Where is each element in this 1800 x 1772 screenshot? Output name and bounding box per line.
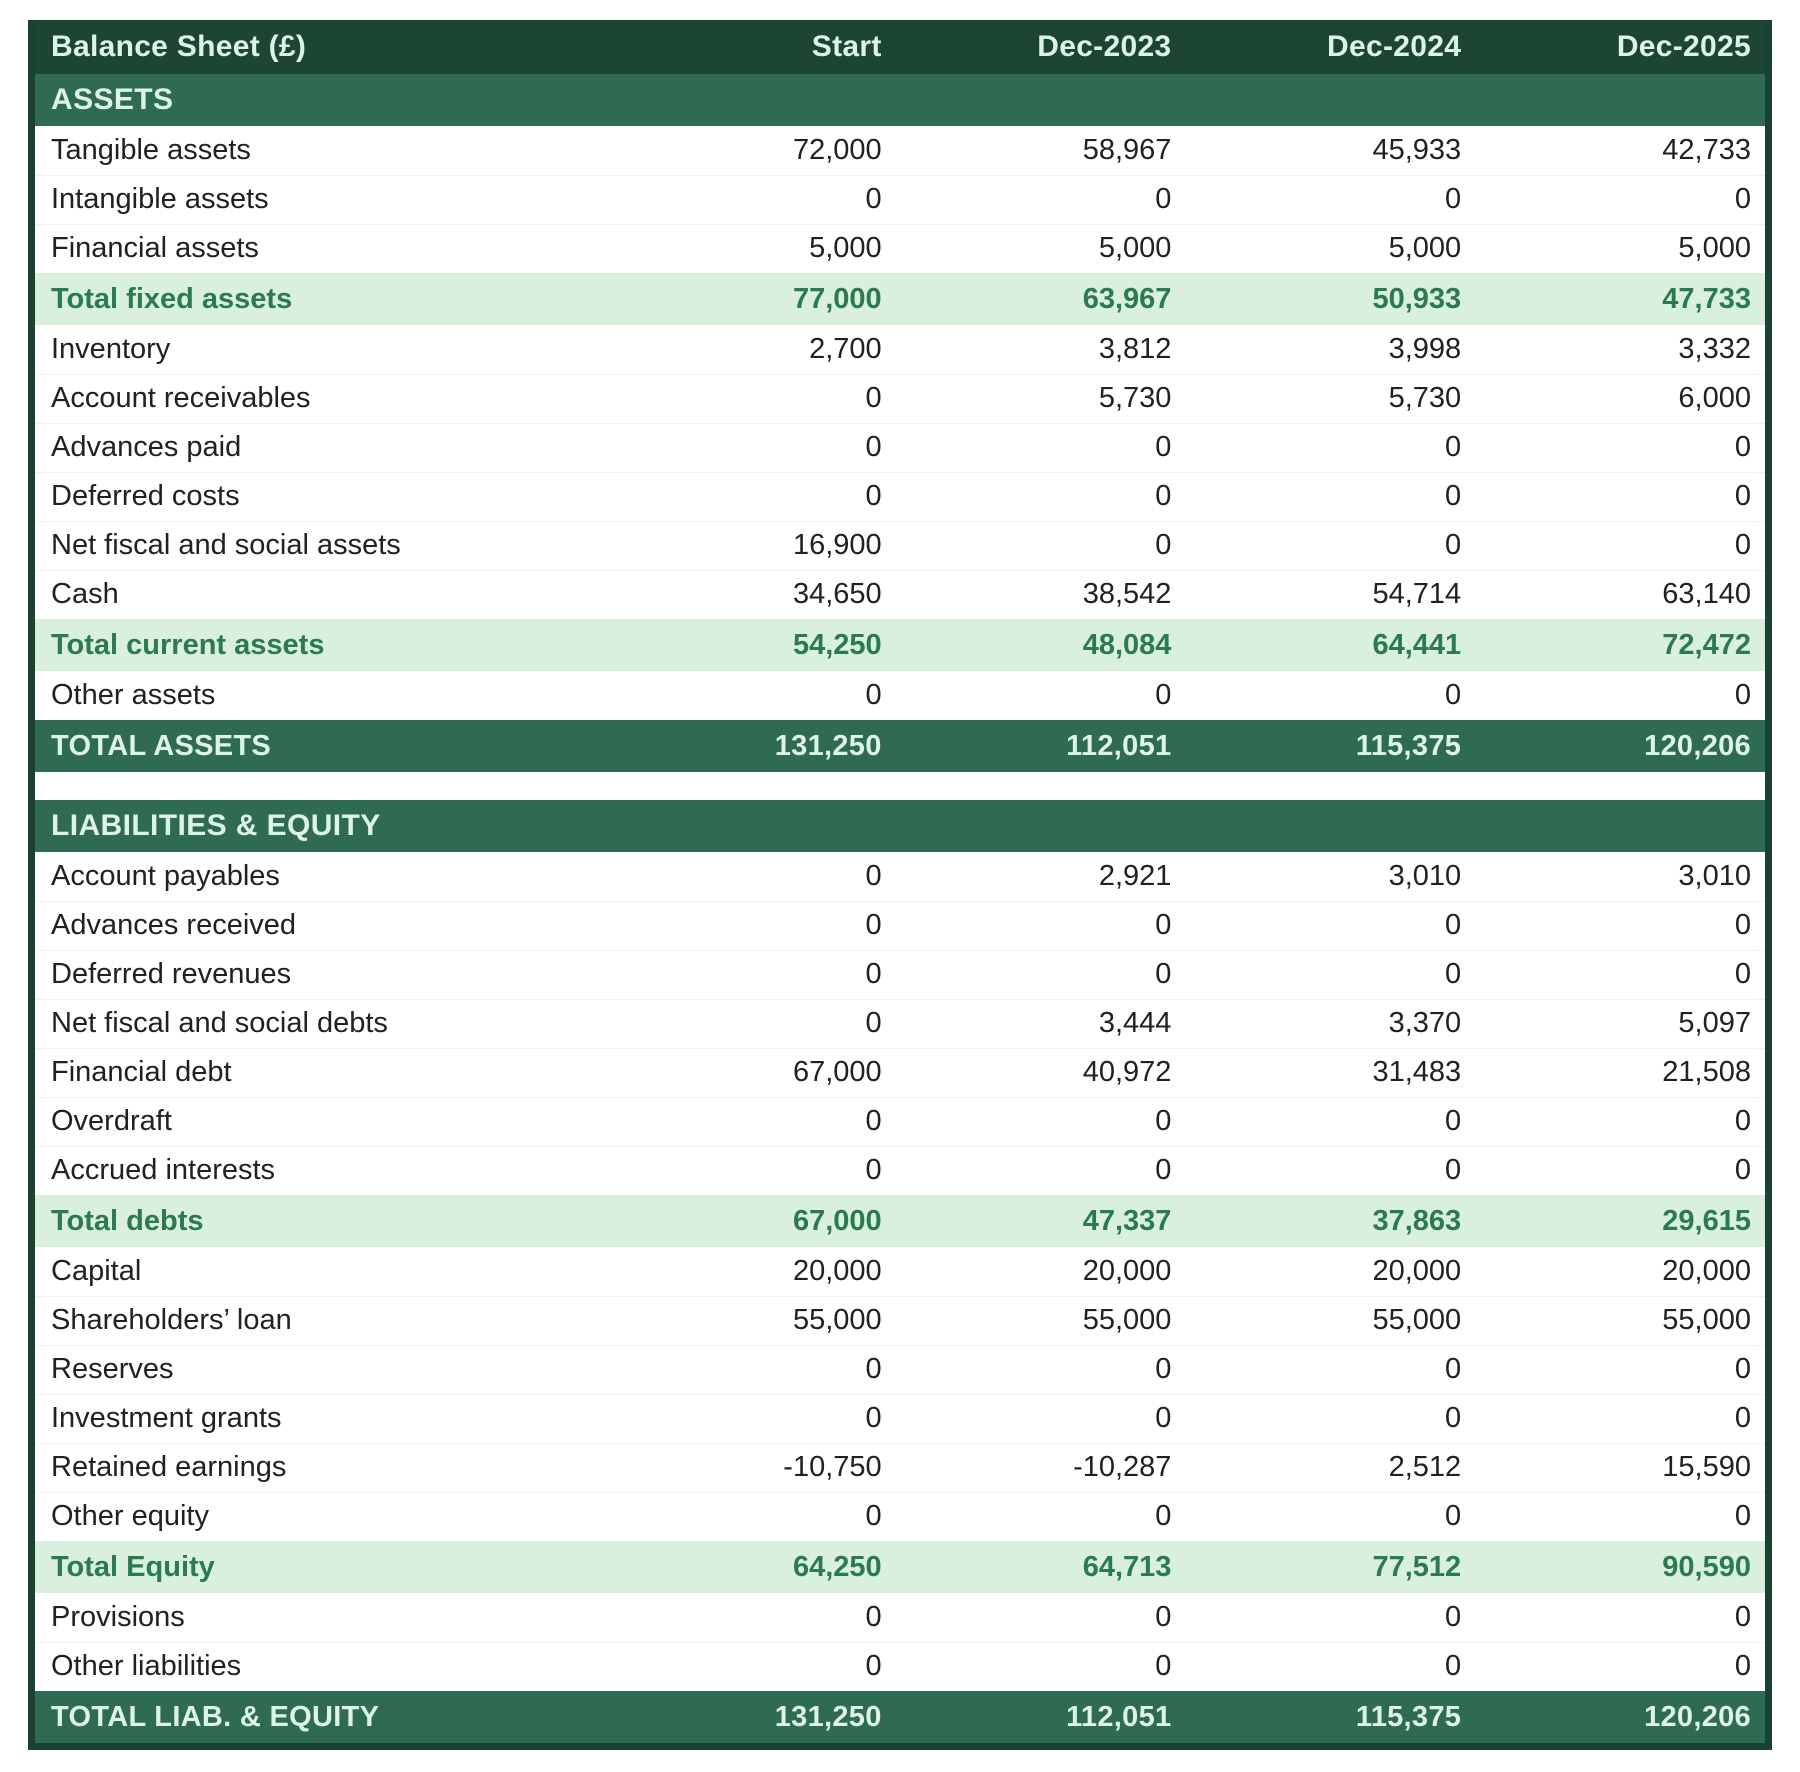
cell-value: 0 [865, 679, 882, 711]
cell-value: 0 [1185, 175, 1475, 224]
cell-value: 58,967 [1082, 133, 1172, 166]
table-row [35, 472, 1765, 521]
cell-value: 77,000 [792, 282, 882, 315]
row-label: Other liabilities [35, 1642, 606, 1691]
cell-value: 0 [606, 175, 896, 224]
cell-value: 3,010 [1388, 859, 1462, 892]
cell-value: 0 [606, 374, 896, 423]
cell-value: 0 [1445, 679, 1462, 711]
cell-value: 29,615 [1662, 1204, 1751, 1237]
row-label: Reserves [35, 1345, 606, 1394]
row-label: Accrued interests [35, 1146, 606, 1195]
table-row [35, 126, 1765, 175]
row-label: TOTAL ASSETS [51, 729, 272, 762]
row-label: Total fixed assets [51, 282, 293, 315]
table-row [35, 1394, 1765, 1443]
cell-value: 72,000 [792, 133, 882, 166]
cell-value: 0 [865, 859, 882, 892]
page-title: Balance Sheet (£) [51, 30, 307, 63]
row-label: ASSETS [51, 83, 174, 116]
cell-value: 0 [1185, 1394, 1475, 1443]
cell-value: 38,542 [896, 570, 1186, 619]
cell-value: 0 [896, 472, 1186, 521]
cell-value: 34,650 [606, 570, 896, 619]
table-body [35, 74, 1765, 1743]
section-row [35, 800, 1765, 852]
cell-value [896, 800, 1186, 852]
cell-value: 0 [606, 1492, 896, 1541]
cell-value [1475, 74, 1765, 126]
cell-value: -10,750 [606, 1443, 896, 1492]
cell-value: 112,051 [1066, 729, 1172, 762]
cell-value [896, 74, 1186, 126]
cell-value: 0 [1185, 1097, 1475, 1146]
row-label: Capital [51, 1254, 142, 1287]
cell-value: 0 [896, 1394, 1186, 1443]
table-row [35, 999, 1765, 1048]
cell-value: 37,863 [1372, 1204, 1462, 1237]
cell-value: 20,000 [792, 1254, 882, 1287]
cell-value: 0 [606, 472, 896, 521]
row-label: Inventory [51, 332, 171, 365]
cell-value: 64,441 [1372, 628, 1462, 661]
cell-value: 0 [1475, 901, 1765, 950]
cell-value: 54,250 [792, 628, 882, 661]
cell-value: 3,444 [896, 999, 1186, 1048]
table-row [35, 325, 1765, 374]
table-row [35, 1345, 1765, 1394]
cell-value [606, 74, 896, 126]
cell-value: 21,508 [1475, 1048, 1765, 1097]
cell-value: 0 [1185, 521, 1475, 570]
cell-value: 55,000 [896, 1296, 1186, 1345]
table-row [35, 671, 1765, 720]
cell-value: 0 [1475, 423, 1765, 472]
balance-sheet-table [28, 20, 1772, 1750]
cell-value: 0 [606, 1345, 896, 1394]
cell-value: 2,921 [1098, 859, 1172, 892]
balance-sheet [35, 20, 1765, 1743]
cell-value: 0 [606, 423, 896, 472]
cell-value: 77,512 [1372, 1550, 1462, 1583]
cell-value: 0 [896, 1642, 1186, 1691]
cell-value: 0 [1475, 1345, 1765, 1394]
cell-value: 0 [896, 1097, 1186, 1146]
cell-value: 0 [1734, 679, 1751, 711]
cell-value: 0 [1185, 1492, 1475, 1541]
table-row [35, 374, 1765, 423]
spacer-row [35, 772, 1765, 800]
cell-value: 48,084 [1082, 628, 1172, 661]
cell-value: 0 [606, 1097, 896, 1146]
cell-value: 15,590 [1475, 1443, 1765, 1492]
cell-value: 2,512 [1185, 1443, 1475, 1492]
table-row [35, 950, 1765, 999]
cell-value: 64,250 [792, 1550, 882, 1583]
cell-value: 0 [606, 1394, 896, 1443]
table-row [35, 423, 1765, 472]
cell-value: 0 [1475, 472, 1765, 521]
cell-value: 3,812 [1098, 332, 1172, 365]
row-label: Advances paid [35, 423, 606, 472]
total-row [35, 1691, 1765, 1743]
row-label: Tangible assets [51, 133, 251, 166]
row-label: Deferred revenues [35, 950, 606, 999]
cell-value: 0 [1475, 1394, 1765, 1443]
cell-value: 0 [1185, 472, 1475, 521]
row-label: Financial assets [35, 224, 606, 273]
table-row [35, 1247, 1765, 1296]
subtotal-row [35, 273, 1765, 325]
cell-value: 0 [1185, 901, 1475, 950]
table-row [35, 1097, 1765, 1146]
cell-value: 0 [1185, 1146, 1475, 1195]
cell-value [1475, 800, 1765, 852]
cell-value: 120,206 [1644, 729, 1751, 762]
cell-value: 42,733 [1662, 133, 1751, 166]
table-row [35, 521, 1765, 570]
cell-value: 5,000 [1475, 224, 1765, 273]
cell-value: 5,000 [1185, 224, 1475, 273]
cell-value: 0 [1475, 521, 1765, 570]
row-label: Overdraft [35, 1097, 606, 1146]
row-label: Investment grants [35, 1394, 606, 1443]
cell-value: 0 [896, 950, 1186, 999]
cell-value: 0 [606, 999, 896, 1048]
col-header-dec-2023: Dec-2023 [1037, 30, 1172, 63]
subtotal-row [35, 1195, 1765, 1247]
cell-value: 0 [1185, 423, 1475, 472]
cell-value: 3,370 [1185, 999, 1475, 1048]
cell-value: 6,000 [1475, 374, 1765, 423]
cell-value: 112,051 [1066, 1700, 1172, 1733]
cell-value: 16,900 [606, 521, 896, 570]
cell-value: 0 [1475, 950, 1765, 999]
cell-value: 120,206 [1644, 1700, 1751, 1733]
total-row [35, 720, 1765, 772]
table-row [35, 1048, 1765, 1097]
cell-value: 20,000 [1372, 1254, 1462, 1287]
cell-value: 0 [1475, 175, 1765, 224]
header-row [35, 20, 1765, 74]
cell-value: 0 [1185, 950, 1475, 999]
cell-value: 3,010 [1678, 859, 1751, 892]
section-row [35, 74, 1765, 126]
cell-value: 0 [896, 1345, 1186, 1394]
table-row [35, 901, 1765, 950]
table-row [35, 175, 1765, 224]
cell-value: 0 [1155, 679, 1172, 711]
row-label: Other equity [35, 1492, 606, 1541]
cell-value: 90,590 [1662, 1550, 1751, 1583]
cell-value: 67,000 [792, 1204, 882, 1237]
cell-value: 0 [1475, 1146, 1765, 1195]
row-label: Financial debt [35, 1048, 606, 1097]
cell-value: 63,140 [1475, 570, 1765, 619]
cell-value: 55,000 [606, 1296, 896, 1345]
row-label: LIABILITIES & EQUITY [51, 809, 381, 842]
table-row [35, 570, 1765, 619]
row-label: Account payables [51, 859, 280, 892]
cell-value: 5,000 [896, 224, 1186, 273]
cell-value: 0 [896, 1492, 1186, 1541]
row-label: Deferred costs [35, 472, 606, 521]
cell-value: 131,250 [774, 1700, 882, 1733]
row-label: Total Equity [51, 1550, 215, 1583]
col-header-dec-2025: Dec-2025 [1616, 30, 1751, 63]
cell-value: 5,730 [896, 374, 1186, 423]
row-label: Shareholders’ loan [35, 1296, 606, 1345]
spacer-cell [35, 772, 1765, 800]
cell-value: 0 [1475, 1097, 1765, 1146]
table-row [35, 1492, 1765, 1541]
row-label: Other assets [51, 679, 216, 711]
subtotal-row [35, 1541, 1765, 1593]
row-label: Total debts [51, 1204, 204, 1237]
cell-value: 47,337 [1082, 1204, 1172, 1237]
cell-value: 3,998 [1388, 332, 1462, 365]
cell-value: 0 [896, 521, 1186, 570]
cell-value: 0 [865, 1600, 882, 1633]
cell-value: 0 [896, 175, 1186, 224]
table-row [35, 1296, 1765, 1345]
cell-value: 0 [606, 1642, 896, 1691]
row-label: Provisions [51, 1600, 185, 1633]
cell-value: 64,713 [1082, 1550, 1172, 1583]
table-row [35, 1593, 1765, 1642]
row-label: Account receivables [35, 374, 606, 423]
row-label: TOTAL LIAB. & EQUITY [51, 1700, 380, 1733]
col-header-start: Start [811, 30, 882, 63]
table-row [35, 1443, 1765, 1492]
cell-value: 72,472 [1662, 628, 1751, 661]
table-row [35, 852, 1765, 901]
cell-value: 0 [1185, 1345, 1475, 1394]
cell-value: 3,332 [1678, 332, 1751, 365]
cell-value: 20,000 [1662, 1254, 1751, 1287]
cell-value: 0 [896, 901, 1186, 950]
row-label: Total current assets [51, 628, 325, 661]
cell-value: 115,375 [1355, 1700, 1462, 1733]
cell-value: 0 [1185, 1642, 1475, 1691]
cell-value: 55,000 [1185, 1296, 1475, 1345]
cell-value [1185, 800, 1475, 852]
cell-value [1185, 74, 1475, 126]
col-header-dec-2024: Dec-2024 [1327, 30, 1462, 63]
table-row [35, 1642, 1765, 1691]
cell-value: 5,000 [606, 224, 896, 273]
cell-value: 50,933 [1372, 282, 1462, 315]
row-label: Net fiscal and social debts [35, 999, 606, 1048]
cell-value: 131,250 [774, 729, 882, 762]
row-label: Advances received [35, 901, 606, 950]
cell-value: 5,730 [1185, 374, 1475, 423]
cell-value: 63,967 [1082, 282, 1172, 315]
table-header [35, 20, 1765, 74]
cell-value: 67,000 [606, 1048, 896, 1097]
row-label: Retained earnings [35, 1443, 606, 1492]
cell-value: 55,000 [1475, 1296, 1765, 1345]
cell-value [606, 800, 896, 852]
table-row [35, 1146, 1765, 1195]
cell-value: 0 [1155, 1600, 1172, 1633]
cell-value: 31,483 [1185, 1048, 1475, 1097]
cell-value: 2,700 [809, 332, 882, 365]
cell-value: 40,972 [896, 1048, 1186, 1097]
cell-value: 5,097 [1475, 999, 1765, 1048]
cell-value: 20,000 [1082, 1254, 1172, 1287]
table-row [35, 224, 1765, 273]
row-label: Intangible assets [35, 175, 606, 224]
cell-value: 0 [1475, 1492, 1765, 1541]
cell-value: -10,287 [896, 1443, 1186, 1492]
cell-value: 0 [1445, 1600, 1462, 1633]
cell-value: 0 [606, 901, 896, 950]
cell-value: 0 [896, 423, 1186, 472]
cell-value: 115,375 [1355, 729, 1462, 762]
cell-value: 0 [606, 950, 896, 999]
row-label: Net fiscal and social assets [35, 521, 606, 570]
row-label: Cash [35, 570, 606, 619]
cell-value: 45,933 [1372, 133, 1462, 166]
subtotal-row [35, 619, 1765, 671]
cell-value: 0 [606, 1146, 896, 1195]
cell-value: 54,714 [1185, 570, 1475, 619]
cell-value: 0 [1475, 1642, 1765, 1691]
cell-value: 0 [1734, 1600, 1751, 1633]
cell-value: 0 [896, 1146, 1186, 1195]
cell-value: 47,733 [1662, 282, 1751, 315]
